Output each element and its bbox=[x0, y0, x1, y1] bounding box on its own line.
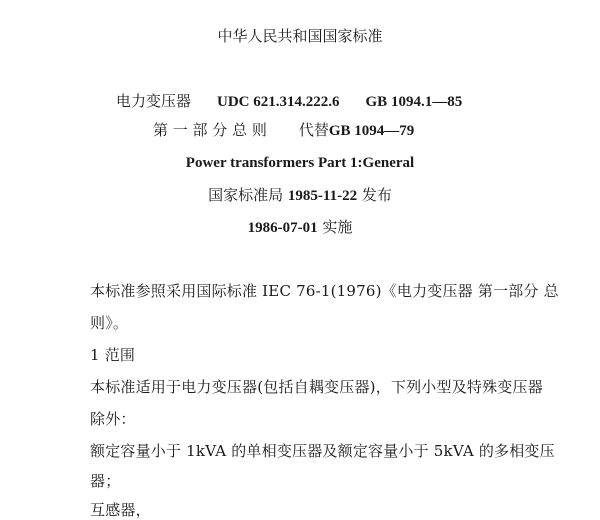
issue-date: 1985-11-22 bbox=[287, 188, 358, 204]
section-1-heading: 1 范围 bbox=[90, 346, 136, 364]
part-line bbox=[153, 120, 414, 141]
part-title: 第 一 部 分 总 则 bbox=[153, 121, 267, 139]
standard-type-header: 中华人民共和国国家标准 bbox=[217, 27, 383, 45]
issue-suffix: 发布 bbox=[361, 186, 392, 204]
exclusion-line-3: 互感器， bbox=[90, 501, 151, 519]
intro-paragraph-line-1: 本标准参照采用国际标准 IEC 76-1(1976)《电力变压器 第一部分 总 bbox=[90, 282, 559, 300]
english-title: Power transformers Part 1:General bbox=[185, 155, 415, 171]
issuer: 国家标准局 bbox=[208, 186, 284, 204]
exclusion-line-2: 器； bbox=[90, 472, 121, 490]
gb-code: GB 1094.1—85 bbox=[365, 94, 463, 110]
effective-line bbox=[0, 217, 600, 238]
replaces-code: GB 1094—79 bbox=[328, 123, 415, 139]
issue-line bbox=[0, 185, 600, 206]
effective-suffix: 实施 bbox=[322, 218, 353, 236]
intro-paragraph-line-2: 则》。 bbox=[90, 314, 129, 332]
title-line bbox=[116, 91, 462, 112]
scope-paragraph-line-2: 除外： bbox=[90, 410, 136, 428]
udc-code: UDC 621.314.222.6 bbox=[217, 94, 340, 110]
exclusion-line-1: 额定容量小于 1kVA 的单相变压器及额定容量小于 5kVA 的多相变压 bbox=[90, 442, 555, 460]
cn-title: 电力变压器 bbox=[116, 92, 192, 110]
effective-date: 1986-07-01 bbox=[247, 220, 318, 236]
replaces-label: 代替 bbox=[298, 121, 329, 139]
scope-paragraph-line-1: 本标准适用于电力变压器(包括自耦变压器)，下列小型及特殊变压器 bbox=[90, 378, 543, 396]
